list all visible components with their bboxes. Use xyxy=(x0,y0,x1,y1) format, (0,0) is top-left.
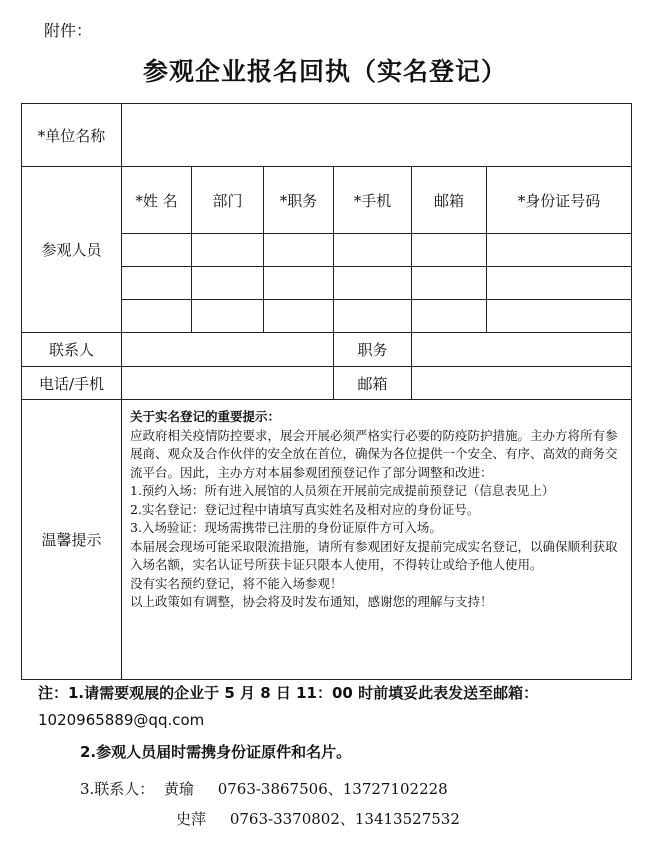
phone-field[interactable] xyxy=(122,367,334,400)
notice-paragraph: 应政府相关疫情防控要求，展会开展必须严格实行必要的防疫防护措施。主办方将所有参展商、观众及合作伙伴的安全放在首位，确保为各位提供一个安全、有序、高效的商务交流平台。因此，主办方对本届参观团预登记作了部分调整和改进： xyxy=(130,427,618,480)
footer-email: 1020965889@qq.com xyxy=(38,711,205,729)
notice-item: 1.预约入场：所有进入展馆的人员须在开展前完成提前预登记（信息表见上） xyxy=(130,483,555,498)
visitor-cell[interactable] xyxy=(122,267,192,300)
visitor-cell[interactable] xyxy=(412,267,487,300)
unit-name-label: *单位名称 xyxy=(22,104,122,167)
col-header-mobile: *手机 xyxy=(334,167,412,234)
position-field[interactable] xyxy=(412,333,632,367)
notice-item: 3.入场验证：现场需携带已注册的身份证原件方可入场。 xyxy=(130,520,442,535)
col-header-email: 邮箱 xyxy=(412,167,487,234)
registration-form xyxy=(21,103,632,680)
visitor-cell[interactable] xyxy=(412,300,487,333)
position-label: 职务 xyxy=(334,333,412,367)
email-field[interactable] xyxy=(412,367,632,400)
visitor-cell[interactable] xyxy=(487,267,632,300)
visitor-cell[interactable] xyxy=(122,234,192,267)
visitor-cell[interactable] xyxy=(264,234,334,267)
visitor-cell[interactable] xyxy=(192,300,264,333)
visitor-cell[interactable] xyxy=(264,300,334,333)
notice-label: 温馨提示 xyxy=(22,400,122,680)
visitor-cell[interactable] xyxy=(192,234,264,267)
col-header-position: *职务 xyxy=(264,167,334,234)
footer-note-4: 史萍 0763-3370802、13413527532 xyxy=(176,810,460,828)
visitor-cell[interactable] xyxy=(487,300,632,333)
unit-name-field[interactable] xyxy=(122,104,632,167)
footer-note-1: 注：1.请需要观展的企业于 5 月 8 日 11：00 时前填妥此表发送至邮箱： xyxy=(38,684,539,702)
notice-paragraph: 以上政策如有调整，协会将及时发布通知，感谢您的理解与支持！ xyxy=(130,594,493,609)
phone-label: 电话/手机 xyxy=(22,367,122,400)
col-header-name: *姓 名 xyxy=(122,167,192,234)
contact-label: 联系人 xyxy=(22,333,122,367)
visitor-cell[interactable] xyxy=(192,267,264,300)
email-label: 邮箱 xyxy=(334,367,412,400)
page-title: 参观企业报名回执（实名登记） xyxy=(142,57,507,86)
notice-item: 2.实名登记：登记过程中请填写真实姓名及相对应的身份证号。 xyxy=(130,501,480,517)
col-header-department: 部门 xyxy=(192,167,264,234)
footer-note-3: 3.联系人： 黄瑜 0763-3867506、13727102228 xyxy=(80,780,448,798)
notice-heading: 关于实名登记的重要提示： xyxy=(130,409,281,424)
footer-note-2: 2.参观人员届时需携身份证原件和名片。 xyxy=(80,743,352,761)
attachment-label: 附件： xyxy=(44,21,93,40)
col-header-id-number: *身份证号码 xyxy=(487,167,632,234)
visitor-cell[interactable] xyxy=(334,300,412,333)
visitor-cell[interactable] xyxy=(334,267,412,300)
notice-paragraph: 没有实名预约登记，将不能入场参观！ xyxy=(130,575,343,591)
visitor-cell[interactable] xyxy=(122,300,192,333)
contact-field[interactable] xyxy=(122,333,334,367)
visitor-cell[interactable] xyxy=(412,234,487,267)
visitor-cell[interactable] xyxy=(334,234,412,267)
visitor-cell[interactable] xyxy=(487,234,632,267)
notice-paragraph: 本届展会现场可能采取限流措施，请所有参观团好友提前完成实名登记，以确保顺利获取入场名额，实名认证号所获卡证只限本人使用，不得转让或给予他人使用。 xyxy=(130,538,618,572)
visitors-label: 参观人员 xyxy=(22,167,122,333)
visitor-cell[interactable] xyxy=(264,267,334,300)
notice-box xyxy=(122,400,632,680)
